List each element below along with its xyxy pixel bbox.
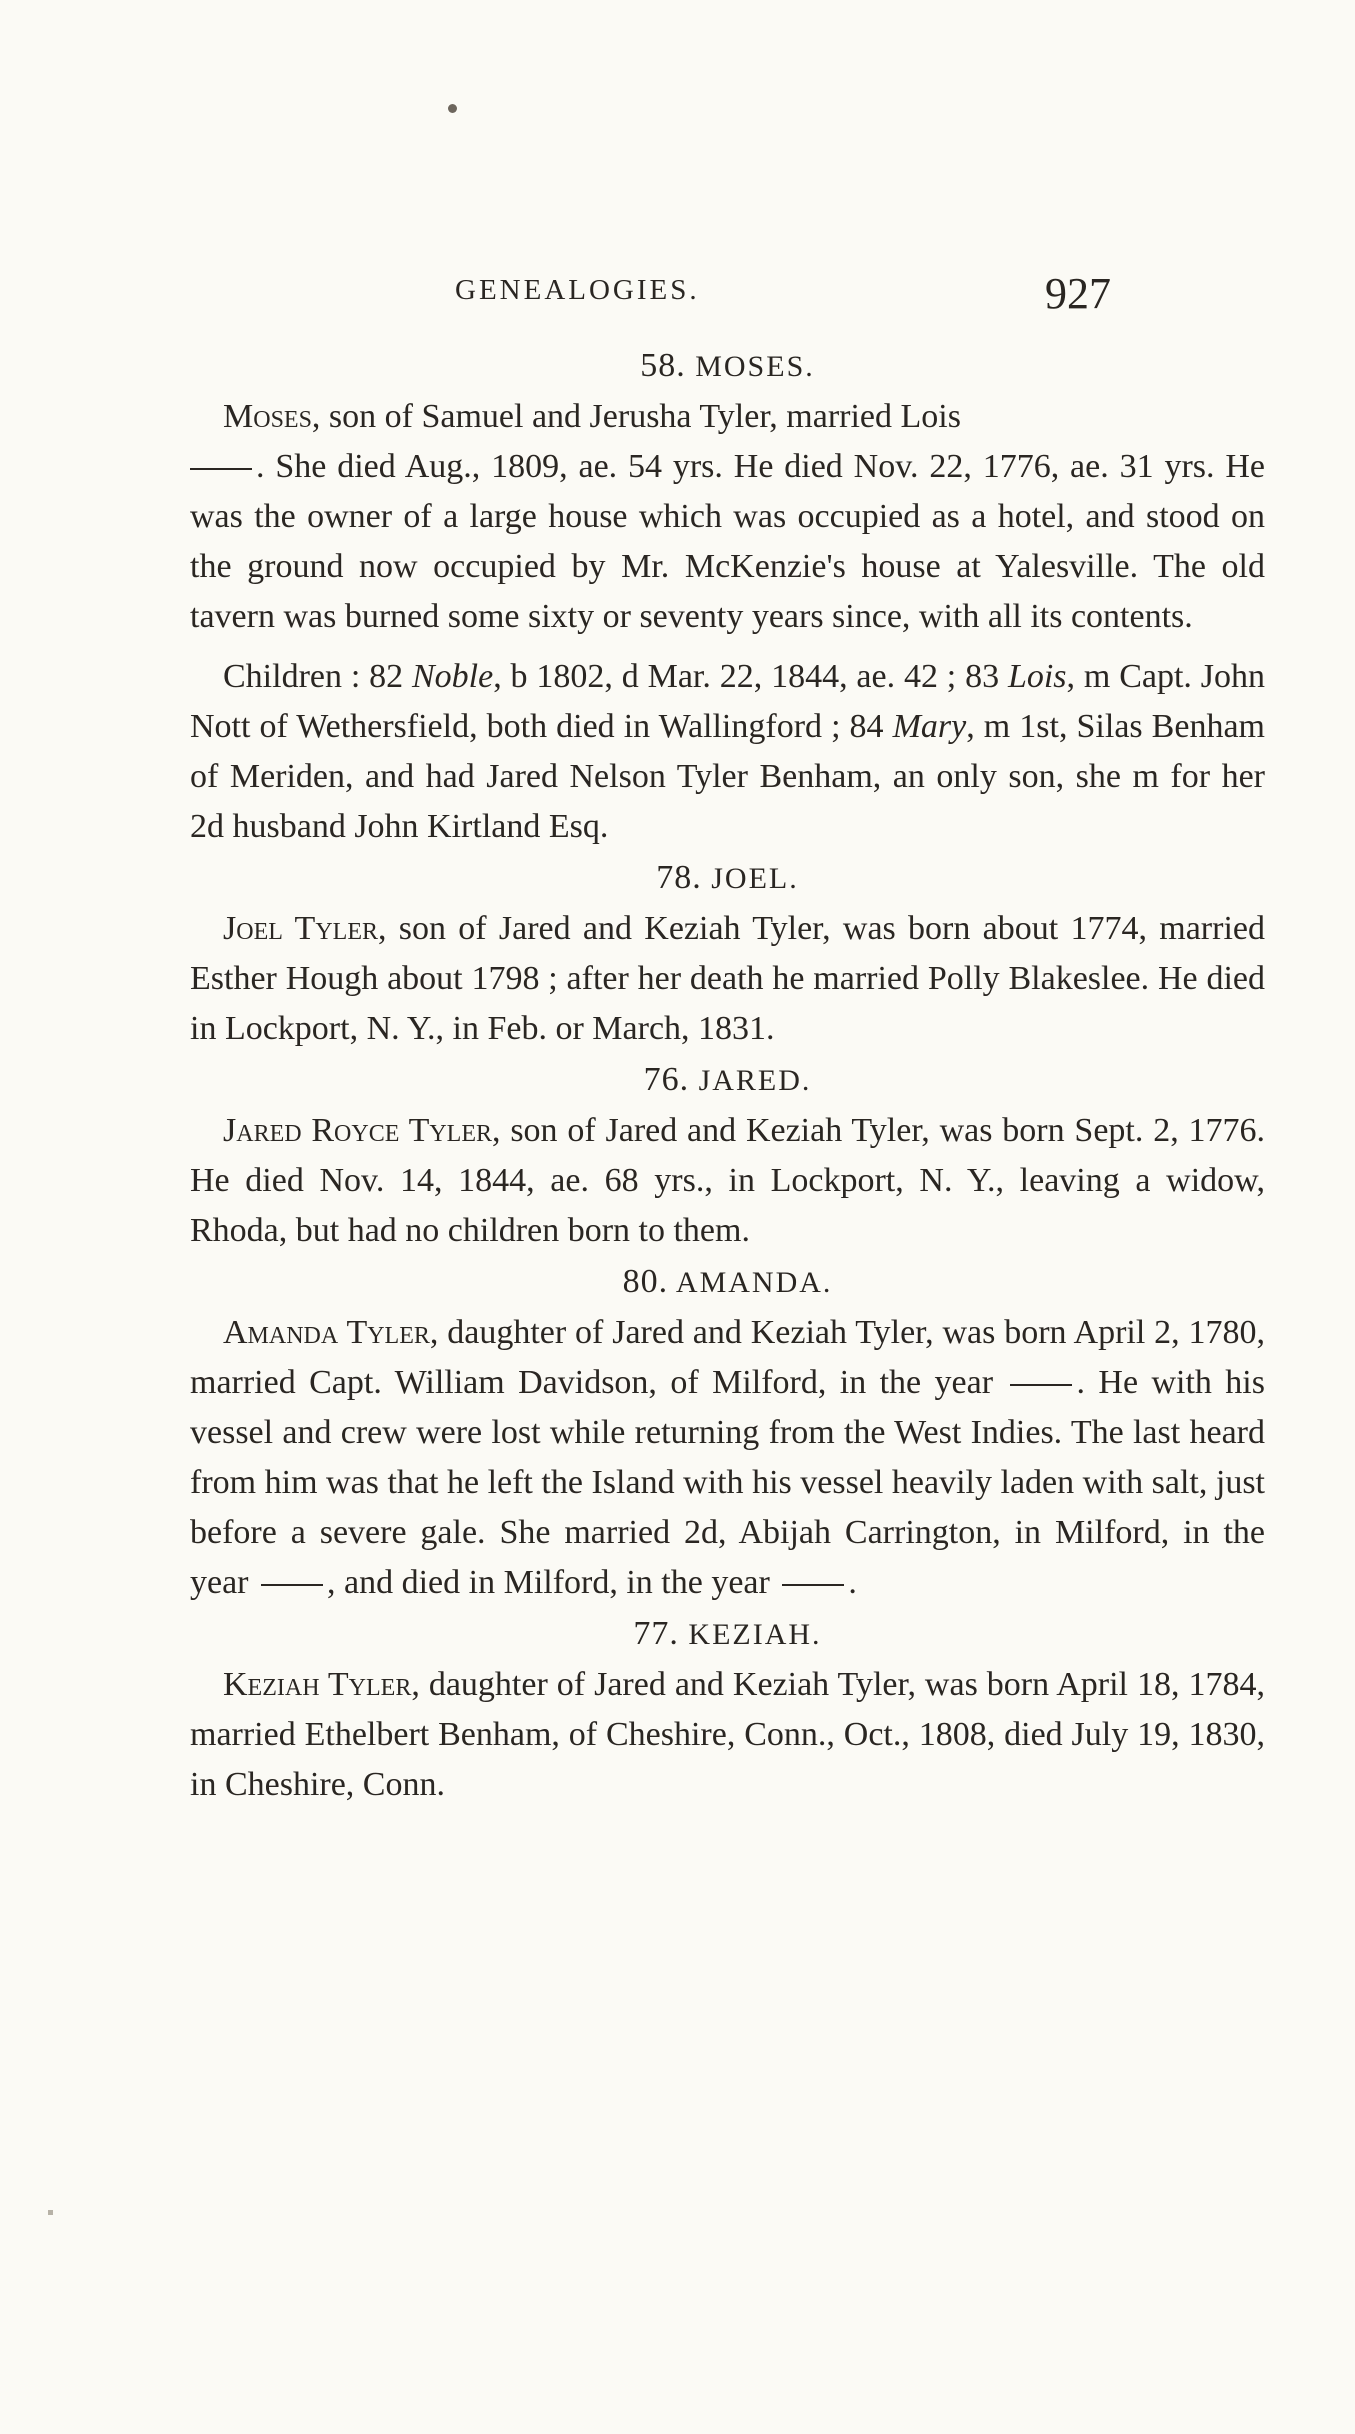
lead-name: Joel Tyler bbox=[223, 910, 378, 947]
lead-name: Keziah Tyler bbox=[223, 1666, 412, 1703]
margin-mark bbox=[48, 2210, 53, 2215]
paragraph-moses bbox=[190, 392, 1265, 642]
paragraph-keziah bbox=[190, 1660, 1265, 1810]
blank-line bbox=[190, 468, 252, 470]
paragraph-joel bbox=[190, 904, 1265, 1054]
paragraph-text: . He with his vessel and crew were lost while returning from the West Indies. The last heard from him was that he left the Island with his vessel heavily laden with salt, just before a severe gale. She married 2d, Abijah Carrington, in Milford, in the year bbox=[190, 1364, 1265, 1601]
section-name: MOSES. bbox=[695, 350, 815, 383]
paragraph-text: , and died in Milford, in the year bbox=[327, 1564, 779, 1601]
running-title: GENEALOGIES. bbox=[455, 274, 700, 306]
paragraph-jared bbox=[190, 1106, 1265, 1256]
text-block bbox=[190, 340, 1265, 1810]
paragraph-text: , daughter of Jared and Keziah Tyler, was born April 2, 1780, married Capt. William Davidson, of Milford, in the year bbox=[190, 1314, 1265, 1401]
paragraph-text: , son of Jared and Keziah Tyler, was born Sept. 2, 1776. He died Nov. 14, 1844, ae. 68 yrs., in Lockport, N. Y., leaving a widow, Rhoda, but had no children born to them. bbox=[190, 1112, 1266, 1249]
lead-name: Jared Royce Tyler bbox=[223, 1112, 493, 1149]
page-number: 927 bbox=[1045, 269, 1111, 318]
paragraph-text: , son of Jared and Keziah Tyler, was born about 1774, married Esther Hough about 1798 ; after her death he married Polly Blakeslee. He died in Lockport, N. Y., in Feb. or March, 1831. bbox=[190, 910, 1265, 1047]
section-heading-keziah bbox=[190, 1608, 1265, 1660]
blank-line bbox=[1010, 1384, 1072, 1386]
child-name: Lois bbox=[1007, 658, 1067, 695]
running-head bbox=[0, 268, 1355, 328]
section-heading-jared bbox=[190, 1054, 1265, 1106]
section-name: JOEL. bbox=[711, 862, 799, 895]
paragraph-text: , b 1802, d Mar. 22, 1844, ae. 42 ; 83 bbox=[493, 658, 1008, 695]
child-name: Noble bbox=[411, 658, 494, 695]
section-name: JARED. bbox=[698, 1064, 812, 1097]
section-name: KEZIAH. bbox=[688, 1618, 822, 1651]
blank-line bbox=[261, 1584, 323, 1586]
section-heading-amanda bbox=[190, 1256, 1265, 1308]
paragraph-text: , son of Samuel and Jerusha Tyler, married Lois bbox=[311, 398, 961, 435]
section-name: AMANDA. bbox=[675, 1266, 833, 1299]
paragraph-text: . She died Aug., 1809, ae. 54 yrs. He died Nov. 22, 1776, ae. 31 yrs. He was the owner of a large house which was occupied as a hotel, and stood on the ground now occupied by Mr. McKenzie's house at Yalesville. The old tavern was burned some sixty or seventy years since, with all its contents. bbox=[190, 448, 1265, 635]
section-number: 58. bbox=[640, 347, 686, 384]
paragraph-children bbox=[190, 652, 1265, 852]
paragraph-text: , daughter of Jared and Keziah Tyler, was born April 18, 1784, married Ethelbert Benham, of Cheshire, Conn., Oct., 1808, died July 19, 1830, in Cheshire, Conn. bbox=[190, 1666, 1265, 1803]
section-number: 78. bbox=[656, 859, 702, 896]
section-number: 77. bbox=[633, 1615, 679, 1652]
section-number: 80. bbox=[622, 1263, 669, 1300]
paragraph-text: . bbox=[848, 1564, 857, 1601]
blank-line bbox=[782, 1584, 844, 1586]
paragraph-text: , m Capt. John Nott of Wethersfield, both died in Wallingford ; 84 bbox=[190, 658, 1265, 745]
paragraph-text: Children : 82 bbox=[223, 658, 412, 695]
lead-name: Amanda Tyler bbox=[223, 1314, 430, 1351]
child-name: Mary bbox=[892, 708, 967, 745]
section-number: 76. bbox=[643, 1061, 690, 1098]
ink-dot bbox=[448, 104, 457, 113]
lead-name: Moses bbox=[223, 398, 312, 435]
paragraph-text: , m 1st, Silas Benham of Meriden, and had Jared Nelson Tyler Benham, an only son, she m for her 2d husband John Kirtland Esq. bbox=[190, 708, 1265, 845]
section-heading-joel bbox=[190, 852, 1265, 904]
section-heading-moses bbox=[190, 340, 1265, 392]
paragraph-amanda bbox=[190, 1308, 1265, 1608]
